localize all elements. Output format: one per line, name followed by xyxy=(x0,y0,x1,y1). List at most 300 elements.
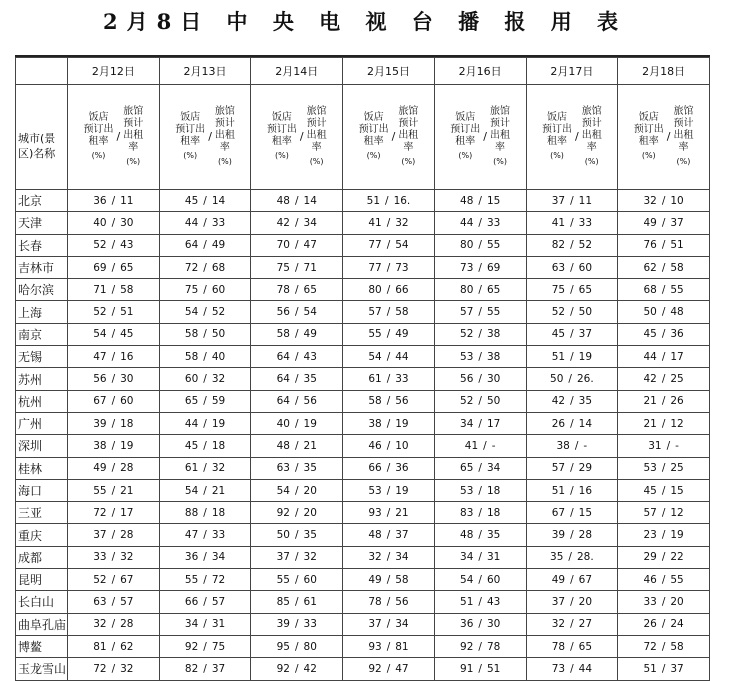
rate-cell xyxy=(343,546,435,568)
rate-cell xyxy=(159,502,251,524)
occupancy-table xyxy=(15,57,710,681)
inn-rate: 60 xyxy=(303,573,317,586)
rate-cell xyxy=(343,190,435,212)
hotel-rate: 69 xyxy=(93,261,107,274)
hotel-rate: 80 xyxy=(460,239,474,252)
rate-cell xyxy=(343,457,435,479)
inn-rate: 49 xyxy=(211,239,226,252)
hotel-rate: 49 xyxy=(93,462,107,475)
inn-rate: - xyxy=(583,439,588,452)
rate-cell xyxy=(618,658,710,680)
inn-rate: 14 xyxy=(578,417,593,430)
table-row xyxy=(16,279,710,301)
slash-separator: / xyxy=(294,439,299,452)
inn-rate: 30 xyxy=(120,216,134,229)
inn-rate: 34 xyxy=(395,551,409,564)
inn-rate: 19 xyxy=(211,417,226,430)
rate-cell xyxy=(159,279,251,301)
rate-cell xyxy=(526,390,618,412)
hotel-label: 饭店 预订出 租率 (%) xyxy=(358,112,389,160)
rate-cell xyxy=(343,591,435,613)
hotel-rate: 42 xyxy=(643,373,657,386)
hotel-rate: 29 xyxy=(643,551,657,564)
hotel-rate: 26 xyxy=(551,417,566,430)
inn-rate: 21 xyxy=(120,484,134,497)
percent-unit: (%) xyxy=(309,157,324,166)
hotel-rate: 85 xyxy=(276,595,290,608)
hotel-rate: 37 xyxy=(276,551,290,564)
city-name: 重庆 xyxy=(16,524,68,546)
city-name: 无锡 xyxy=(16,346,68,368)
inn-rate: 60 xyxy=(211,283,226,296)
slash-separator: / xyxy=(568,373,572,386)
hotel-rate: 73 xyxy=(460,261,474,274)
hotel-rate: 38 xyxy=(556,439,570,452)
inn-rate: 65 xyxy=(578,640,593,653)
slash-separator: / xyxy=(203,551,207,564)
slash-separator: / xyxy=(294,529,299,542)
slash-separator: / xyxy=(111,417,116,430)
slash-separator: / xyxy=(661,529,666,542)
hotel-label: 饭店 预订出 租率 (%) xyxy=(542,112,572,160)
inn-rate: 56 xyxy=(395,595,409,608)
hotel-rate: 36 xyxy=(184,551,199,564)
date-header: 2月14日 xyxy=(251,58,343,85)
rate-cell xyxy=(159,524,251,546)
rate-cell xyxy=(343,346,435,368)
inn-rate: 56 xyxy=(303,395,317,408)
slash-separator: / xyxy=(661,395,666,408)
percent-unit: (%) xyxy=(493,157,507,166)
hotel-rate: 73 xyxy=(551,662,566,675)
rate-cell xyxy=(618,234,710,256)
inn-rate: 43 xyxy=(486,595,501,608)
inn-rate: 12 xyxy=(670,506,684,519)
inn-rate: 44 xyxy=(578,662,593,675)
hotel-rate: 57 xyxy=(643,506,657,519)
inn-rate: 55 xyxy=(670,283,684,296)
slash-separator: / xyxy=(111,239,116,252)
inn-rate: 19 xyxy=(395,484,409,497)
rate-cell xyxy=(68,546,160,568)
rate-cell xyxy=(618,279,710,301)
inn-rate: 28 xyxy=(120,618,134,631)
table-row xyxy=(16,190,710,212)
rate-cell xyxy=(68,635,160,657)
rate-cell xyxy=(251,502,343,524)
rate-cell xyxy=(618,368,710,390)
hotel-rate: 61 xyxy=(184,462,199,475)
hotel-rate: 52 xyxy=(551,306,566,319)
inn-label: 旅馆 预计 出租 率 (%) xyxy=(398,106,419,166)
rate-cell xyxy=(618,190,710,212)
slash-separator: / xyxy=(570,261,574,274)
percent-unit: (%) xyxy=(641,151,656,160)
hotel-rate: 91 xyxy=(460,662,474,675)
rate-cell xyxy=(251,613,343,635)
slash-separator: / xyxy=(661,194,666,207)
slash-separator: / xyxy=(478,506,482,519)
rate-cell xyxy=(68,390,160,412)
inn-rate: 55 xyxy=(486,306,501,319)
rate-cell xyxy=(159,234,251,256)
inn-rate: 28 xyxy=(120,529,134,542)
slash-separator: / xyxy=(570,462,574,475)
inn-rate: 10 xyxy=(395,439,409,452)
inn-rate: 15 xyxy=(486,194,501,207)
inn-rate: 51 xyxy=(670,239,684,252)
hotel-rate: 33 xyxy=(643,595,657,608)
hotel-rate: 60 xyxy=(184,373,199,386)
city-name: 上海 xyxy=(16,301,68,323)
hotel-rate: 45 xyxy=(643,484,657,497)
hotel-rate: 57 xyxy=(460,306,474,319)
slash-separator: / xyxy=(570,417,574,430)
rate-cell xyxy=(159,301,251,323)
inn-rate: 33 xyxy=(303,618,317,631)
rate-cell xyxy=(68,457,160,479)
hotel-rate: 45 xyxy=(551,328,566,341)
inn-rate: 20 xyxy=(303,484,317,497)
hotel-rate: 51 xyxy=(366,194,381,207)
inn-rate: 25 xyxy=(670,462,684,475)
inn-rate: 35 xyxy=(303,529,317,542)
rate-cell xyxy=(618,301,710,323)
slash-separator: / xyxy=(203,328,207,341)
rate-cell xyxy=(68,256,160,278)
rate-header-cell xyxy=(343,85,435,190)
table-row xyxy=(16,658,710,680)
rate-cell xyxy=(68,502,160,524)
rate-cell xyxy=(159,346,251,368)
slash-separator: / xyxy=(203,595,207,608)
inn-rate: 80 xyxy=(303,640,317,653)
rate-cell xyxy=(68,658,160,680)
corner-top-cell xyxy=(16,58,68,85)
table-row xyxy=(16,502,710,524)
rate-cell xyxy=(251,234,343,256)
inn-rate: 22 xyxy=(670,551,684,564)
city-name: 杭州 xyxy=(16,390,68,412)
hotel-rate: 51 xyxy=(551,484,566,497)
hotel-rate: 48 xyxy=(276,439,290,452)
rate-cell xyxy=(434,234,526,256)
rate-cell xyxy=(251,279,343,301)
hotel-rate: 52 xyxy=(93,239,107,252)
inn-rate: 30 xyxy=(120,373,134,386)
hotel-rate: 39 xyxy=(551,529,566,542)
rate-cell xyxy=(618,524,710,546)
inn-rate: 61 xyxy=(303,595,317,608)
slash-separator: / xyxy=(570,573,574,586)
inn-rate: 19 xyxy=(578,350,593,363)
inn-label: 旅馆 预计 出租 率 (%) xyxy=(673,106,694,166)
hotel-rate: 64 xyxy=(184,239,199,252)
slash-separator: / xyxy=(111,194,116,207)
rate-cell xyxy=(618,546,710,568)
page-title: 2月8日 中 央 电 视 台 播 报 用 表 xyxy=(102,9,628,34)
rate-cell xyxy=(343,323,435,345)
slash-separator: / xyxy=(570,662,574,675)
rate-cell xyxy=(343,412,435,434)
rate-cell xyxy=(526,479,618,501)
slash-separator: / xyxy=(570,595,574,608)
slash-separator: / xyxy=(386,573,391,586)
inn-rate: 37 xyxy=(670,662,684,675)
inn-rate: 14 xyxy=(303,194,317,207)
rate-cell xyxy=(343,569,435,591)
slash-separator: / xyxy=(483,130,488,143)
slash-separator: / xyxy=(294,595,299,608)
inn-rate: 65 xyxy=(486,283,501,296)
rate-cell xyxy=(343,435,435,457)
inn-rate: 43 xyxy=(120,239,134,252)
hotel-rate: 54 xyxy=(460,573,474,586)
inn-rate: 29 xyxy=(578,462,593,475)
inn-rate: 16 xyxy=(120,350,134,363)
inn-rate: 30 xyxy=(486,618,501,631)
rate-cell xyxy=(343,234,435,256)
hotel-rate: 57 xyxy=(551,462,566,475)
slash-separator: / xyxy=(478,573,482,586)
slash-separator: / xyxy=(386,640,391,653)
slash-separator: / xyxy=(111,439,116,452)
slash-separator: / xyxy=(203,395,207,408)
slash-separator: / xyxy=(294,462,299,475)
rate-cell xyxy=(68,613,160,635)
hotel-rate: 49 xyxy=(368,573,382,586)
inn-rate: 19 xyxy=(303,417,317,430)
slash-separator: / xyxy=(203,618,207,631)
rate-cell xyxy=(343,368,435,390)
slash-separator: / xyxy=(570,283,574,296)
hotel-rate: 50 xyxy=(276,529,290,542)
inn-rate: 19 xyxy=(120,439,134,452)
slash-separator: / xyxy=(661,261,666,274)
hotel-rate: 71 xyxy=(93,283,107,296)
rate-cell xyxy=(68,368,160,390)
rate-cell xyxy=(618,346,710,368)
date-header-row xyxy=(16,58,710,85)
rate-cell xyxy=(434,190,526,212)
rate-cell xyxy=(68,435,160,457)
inn-label: 旅馆 预计 出租 率 (%) xyxy=(581,106,602,166)
slash-separator: / xyxy=(385,194,389,207)
rate-cell xyxy=(159,613,251,635)
inn-rate: 51 xyxy=(120,306,134,319)
hotel-rate: 52 xyxy=(460,328,474,341)
hotel-rate: 78 xyxy=(368,595,382,608)
inn-rate: 37 xyxy=(578,328,593,341)
slash-separator: / xyxy=(570,194,574,207)
hotel-rate: 54 xyxy=(93,328,107,341)
hotel-rate: 68 xyxy=(643,283,657,296)
hotel-rate: 56 xyxy=(460,373,474,386)
hotel-rate: 54 xyxy=(276,484,290,497)
inn-rate: 20 xyxy=(578,595,593,608)
slash-separator: / xyxy=(661,373,666,386)
hotel-rate: 38 xyxy=(93,439,107,452)
hotel-rate: 52 xyxy=(93,573,107,586)
table-row xyxy=(16,524,710,546)
slash-separator: / xyxy=(386,618,391,631)
inn-rate: 33 xyxy=(578,216,593,229)
inn-rate: 21 xyxy=(211,484,226,497)
slash-separator: / xyxy=(203,350,207,363)
hotel-label: 饭店 预订出 租率 (%) xyxy=(450,112,481,160)
table-row xyxy=(16,591,710,613)
hotel-rate: 31 xyxy=(648,439,662,452)
rate-cell xyxy=(618,390,710,412)
slash-separator: / xyxy=(570,328,574,341)
hotel-rate: 82 xyxy=(184,662,199,675)
hotel-rate: 92 xyxy=(368,662,382,675)
slash-separator: / xyxy=(570,350,574,363)
slash-separator: / xyxy=(478,484,482,497)
slash-separator: / xyxy=(661,328,666,341)
slash-separator: / xyxy=(570,216,574,229)
slash-separator: / xyxy=(661,551,666,564)
hotel-rate: 64 xyxy=(276,350,290,363)
inn-rate: 18 xyxy=(211,506,226,519)
slash-separator: / xyxy=(111,462,116,475)
inn-rate: 50 xyxy=(578,306,593,319)
hotel-rate: 37 xyxy=(551,595,566,608)
hotel-rate: 39 xyxy=(276,618,290,631)
inn-rate: 62 xyxy=(120,640,134,653)
rate-cell xyxy=(68,479,160,501)
inn-rate: 17 xyxy=(120,506,134,519)
inn-rate: 35 xyxy=(578,395,593,408)
inn-rate: 48 xyxy=(670,306,684,319)
slash-separator: / xyxy=(294,484,299,497)
slash-separator: / xyxy=(570,306,574,319)
hotel-rate: 36 xyxy=(460,618,474,631)
hotel-rate: 64 xyxy=(276,373,290,386)
city-name: 昆明 xyxy=(16,569,68,591)
rate-cell xyxy=(251,591,343,613)
rate-header-cell xyxy=(159,85,251,190)
hotel-rate: 32 xyxy=(368,551,382,564)
percent-unit: (%) xyxy=(458,151,473,160)
slash-separator: / xyxy=(386,216,391,229)
rate-cell xyxy=(526,591,618,613)
rate-cell xyxy=(251,323,343,345)
rate-header-cell xyxy=(434,85,526,190)
hotel-rate: 34 xyxy=(460,551,474,564)
table-row xyxy=(16,412,710,434)
slash-separator: / xyxy=(386,439,391,452)
inn-rate: 34 xyxy=(303,216,317,229)
table-row xyxy=(16,234,710,256)
rate-cell xyxy=(434,546,526,568)
inn-rate: 34 xyxy=(395,618,409,631)
slash-separator: / xyxy=(478,373,482,386)
hotel-rate: 36 xyxy=(93,194,107,207)
inn-rate: 60 xyxy=(578,261,593,274)
slash-separator: / xyxy=(111,640,116,653)
rate-cell xyxy=(526,323,618,345)
slash-separator: / xyxy=(661,595,666,608)
inn-rate: 14 xyxy=(211,194,226,207)
hotel-rate: 64 xyxy=(276,395,290,408)
slash-separator: / xyxy=(661,306,666,319)
rate-cell xyxy=(343,279,435,301)
inn-rate: 17 xyxy=(670,350,684,363)
rate-cell xyxy=(68,569,160,591)
rate-cell xyxy=(251,301,343,323)
city-name: 天津 xyxy=(16,212,68,234)
corner-cell xyxy=(16,85,68,190)
slash-separator: / xyxy=(574,439,579,452)
slash-separator: / xyxy=(111,618,116,631)
hotel-rate: 80 xyxy=(460,283,474,296)
inn-rate: 67 xyxy=(578,573,593,586)
hotel-rate: 75 xyxy=(276,261,290,274)
inn-rate: 31 xyxy=(486,551,501,564)
slash-separator: / xyxy=(386,261,391,274)
hotel-rate: 46 xyxy=(368,439,382,452)
rate-cell xyxy=(618,457,710,479)
hotel-rate: 53 xyxy=(368,484,382,497)
rate-cell xyxy=(343,256,435,278)
rate-cell xyxy=(251,435,343,457)
hotel-rate: 72 xyxy=(643,640,657,653)
inn-rate: 36 xyxy=(670,328,684,341)
inn-rate: 56 xyxy=(395,395,409,408)
inn-rate: 50 xyxy=(211,328,226,341)
rate-cell xyxy=(343,613,435,635)
rate-cell xyxy=(526,658,618,680)
slash-separator: / xyxy=(203,239,207,252)
rate-cell xyxy=(434,635,526,657)
rate-cell xyxy=(434,457,526,479)
rate-cell xyxy=(434,591,526,613)
hotel-rate: 37 xyxy=(368,618,382,631)
inn-rate: 31 xyxy=(211,618,226,631)
inn-rate: 37 xyxy=(211,662,226,675)
percent-unit: (%) xyxy=(183,151,198,160)
slash-separator: / xyxy=(294,506,299,519)
inn-rate: 42 xyxy=(303,662,317,675)
inn-rate: 12 xyxy=(670,417,684,430)
rate-cell xyxy=(526,190,618,212)
inn-rate: 47 xyxy=(303,239,317,252)
slash-separator: / xyxy=(111,283,116,296)
table-row xyxy=(16,256,710,278)
rate-cell xyxy=(434,301,526,323)
city-name: 成都 xyxy=(16,546,68,568)
slash-separator: / xyxy=(386,529,391,542)
slash-separator: / xyxy=(111,573,116,586)
rate-header-cell xyxy=(618,85,710,190)
hotel-rate: 21 xyxy=(643,395,657,408)
slash-separator: / xyxy=(478,216,482,229)
slash-separator: / xyxy=(111,261,116,274)
slash-separator: / xyxy=(570,640,574,653)
inn-label: 旅馆 预计 出租 率 (%) xyxy=(490,106,511,166)
slash-separator: / xyxy=(570,484,574,497)
hotel-rate: 75 xyxy=(551,283,566,296)
slash-separator: / xyxy=(570,618,574,631)
rate-cell xyxy=(618,479,710,501)
hotel-rate: 80 xyxy=(368,283,382,296)
city-name: 玉龙雪山 xyxy=(16,658,68,680)
slash-separator: / xyxy=(203,506,207,519)
hotel-rate: 55 xyxy=(276,573,290,586)
city-name: 哈尔滨 xyxy=(16,279,68,301)
inn-rate: 65 xyxy=(303,283,317,296)
